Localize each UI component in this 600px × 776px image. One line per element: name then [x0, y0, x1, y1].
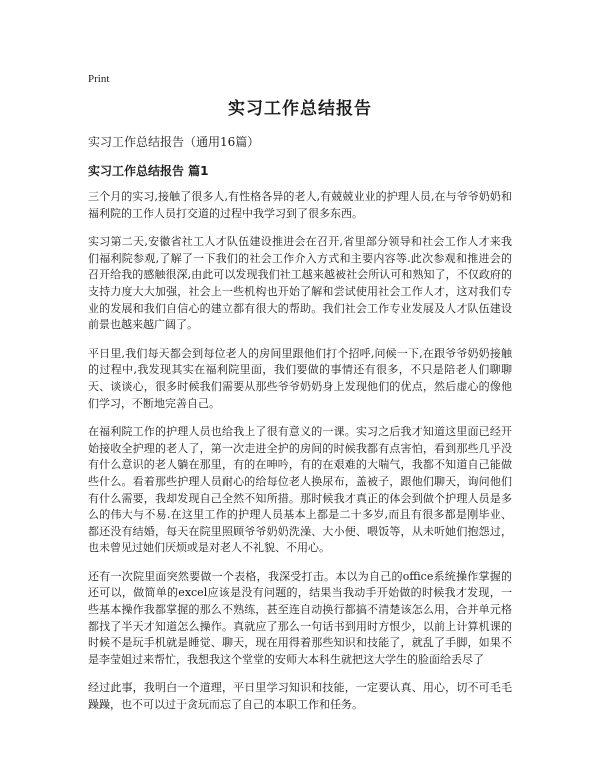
paragraph-daily-visits: 平日里,我们每天都会到每位老人的房间里跟他们打个招呼,问候一下,在跟爷爷奶奶接触的过程中,我发现其实在福利院里面，我们要做的事情还有很多，不只是陪老人们聊聊天、谈谈心，很多时候我们需要从那些爷爷奶奶身上发现他们的优点，然后虚心的像他们学习，不断地完善自己。 [88, 346, 512, 410]
print-label: Print [88, 73, 110, 85]
paragraph-second-day: 实习第二天,安徽省社工人才队伍建设推进会在召开,省里部分领导和社会工作人才来我们福利院参观,了解了一下我们的社会工作介入方式和主要内容等.此次参观和推进会的召开给我的感触很深,由此可以发现我们社工越来越被社会所认可和熟知了，不仅政府的支持力度大大加强，社会上一些机构也开始了解和尝试使用社会工作人才，这对我们专业的发展和我们自信心的建立都有很大的帮助。我们社会工作专业发展及人才队伍建设前景也越来越广阔了。 [88, 235, 512, 332]
paragraph-intro: 三个月的实习,接触了很多人,有性格各异的老人,有兢兢业业的护理人员,在与爷爷奶奶和福利院的工作人员打交道的过程中我学习到了很多东西。 [88, 190, 512, 220]
paragraph-conclusion: 经过此事，我明白一个道理，平日里学习知识和技能，一定要认真、用心，切不可毛毛躁躁，也不可以过于贪玩而忘了自己的本职工作和任务。 [88, 681, 512, 712]
document-subtitle: 实习工作总结报告（通用16篇） [88, 135, 260, 149]
paragraph-excel-lesson: 还有一次院里面突然要做一个表格，我深受打击。本以为自己的office系统操作掌握的还可以，做简单的excel应该是没有问题的，结果当我动手开始做的时候我才发现，一些基本操作我都掌握的那么不熟练，甚至连自动换行都搞不清楚该怎么用，合并单元格都找了半天才知道怎么操作。真就应了那么一句话书到用时方恨少，以前上计算机课的时候不是玩手机就是睡觉、聊天，现在用得着那些知识和技能了，就乱了手脚，如果不是李莹姐过来帮忙，我想我这个堂堂的安师大本科生就把这大学生的脸面给丢尽了 [88, 569, 512, 666]
document-title: 实习工作总结报告 [228, 99, 372, 119]
section-heading: 实习工作总结报告 篇1 [88, 164, 209, 178]
paragraph-caregivers: 在福利院工作的护理人员也给我上了很有意义的一课。实习之后我才知道这里面已经开始接收全护理的老人了，第一次走进全护的房间的时候我都有点害怕，看到那些几乎没有什么意识的老人躺在那里，有的在呻吟，有的在艰难的大喘气，我都不知道自己能做些什么。看着那些护理人员耐心的给每位老人换尿布，盖被子，跟他们聊天，询问他们有什么需要，我却发现自己全然不知所措。那时候我才真正的体会到做个护理人员是多么的伟大与不易.在这里工作的护理人员基本上都是二十多岁,而且有很多都是刚毕业、都还没有结婚，每天在院里照顾爷爷奶奶洗澡、大小便、喂饭等，从未听她们抱怨过，也未曾见过她们厌烦或是对老人不礼貌、不用心。 [88, 425, 512, 555]
